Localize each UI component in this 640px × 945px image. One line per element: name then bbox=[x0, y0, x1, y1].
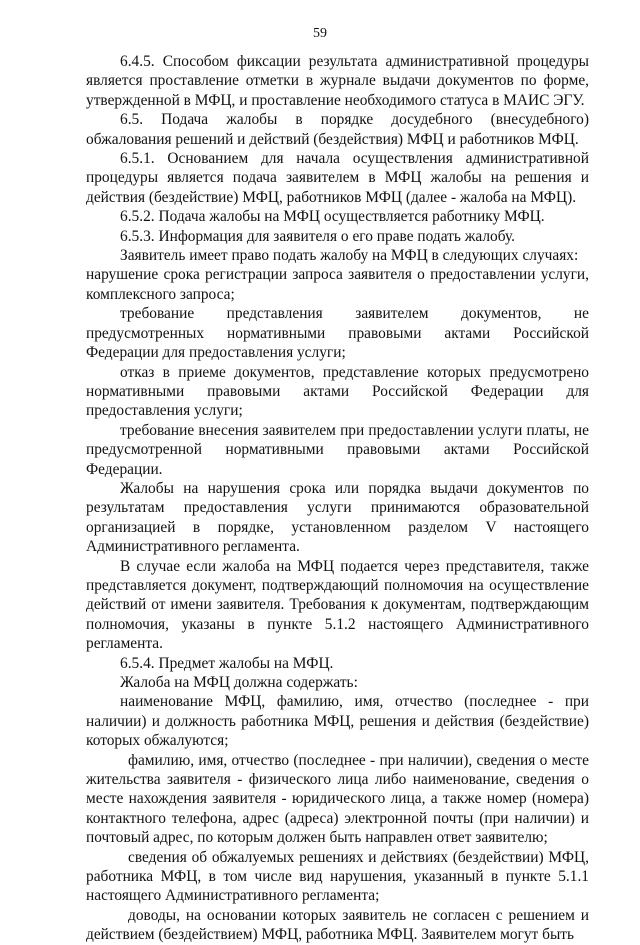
paragraph-content-mfc-name: наименование МФЦ, фамилию, имя, отчество (последнее - при наличии) и должность работника МФЦ, решения и действия (бездействие) которых обжалуются; bbox=[86, 693, 589, 750]
paragraph-representative: В случае если жалоба на МФЦ подается через представителя, также представляется документ, подтверждающий полномочия на осуществление действий от имени заявителя. Требования к документам, подтверждающим полномочия, указаны в пункте 5.1.2 настоящего Административного регламента. bbox=[86, 557, 589, 653]
paragraph-content-applicant-info: фамилию, имя, отчество (последнее - при наличии), сведения о месте жительства заявителя - физического лица либо наименование, сведения о месте нахождения заявителя - юридического лица, а также номер (номера) контактного телефона, адрес (адреса) электронной почты (при наличии) и почтовый адрес, по которым должен быть направлен ответ заявителю; bbox=[86, 751, 589, 847]
paragraph-6-5: 6.5. Подача жалобы в порядке досудебного (внесудебного) обжалования решений и действий (бездействия) МФЦ и работников МФЦ. bbox=[86, 111, 589, 148]
paragraph-content-arguments: доводы, на основании которых заявитель не согласен с решением и действием (бездействием) МФЦ, работника МФЦ. Заявителем могут быть bbox=[86, 906, 589, 944]
paragraph-case-refusal: отказ в приеме документов, представление которых предусмотрено нормативными правовыми актами Российской Федерации для предоставления услуги; bbox=[86, 363, 589, 420]
paragraph-6-5-4: 6.5.4. Предмет жалобы на МФЦ. bbox=[120, 654, 334, 672]
paragraph-6-5-1: 6.5.1. Основанием для начала осуществления административной процедуры является подача заявителем в МФЦ жалобы на решения и действия (бездействие) МФЦ, работников МФЦ (далее - жалоба на МФЦ). bbox=[86, 150, 589, 206]
paragraph-complaint-cases-intro: Заявитель имеет право подать жалобу на МФЦ в следующих случаях: bbox=[120, 247, 579, 265]
paragraph-case-payment: требование внесения заявителем при предоставлении услуги платы, не предусмотренной нормативными правовыми актами Российской Федерации. bbox=[86, 421, 589, 478]
paragraph-6-5-3: 6.5.3. Информация для заявителя о его праве подать жалобу. bbox=[120, 227, 515, 245]
document-body bbox=[86, 52, 589, 945]
paragraph-complaint-contents-intro: Жалоба на МФЦ должна содержать: bbox=[120, 674, 358, 691]
paragraph-6-5-2: 6.5.2. Подача жалобы на МФЦ осуществляется работнику МФЦ. bbox=[120, 208, 545, 226]
paragraph-document-issue-complaints: Жалобы на нарушения срока или порядка выдачи документов по результатам предоставления услуги принимаются образовательной организацией в порядке, установленном разделом V настоящего Административного регламента. bbox=[86, 479, 589, 556]
paragraph-content-decisions: сведения об обжалуемых решениях и действиях (бездействии) МФЦ, работника МФЦ, в том числе вид нарушения, указанный в пункте 5.1.1 настоящего Административного регламента; bbox=[86, 848, 589, 905]
page-number: 59 bbox=[313, 26, 327, 41]
paragraph-6-4-5: 6.4.5. Способом фиксации результата административной процедуры является проставление отметки в журнале выдачи документов по форме, утвержденной в МФЦ, и проставление необходимого статуса в МАИС ЭГУ. bbox=[86, 53, 589, 109]
paragraph-case-extra-documents: требование представления заявителем документов, не предусмотренных нормативными правовыми актами Российской Федерации для предоставления услуги; bbox=[86, 305, 589, 362]
paragraph-case-registration-deadline: нарушение срока регистрации запроса заявителя о предоставлении услуги, комплексного запроса; bbox=[86, 266, 589, 303]
